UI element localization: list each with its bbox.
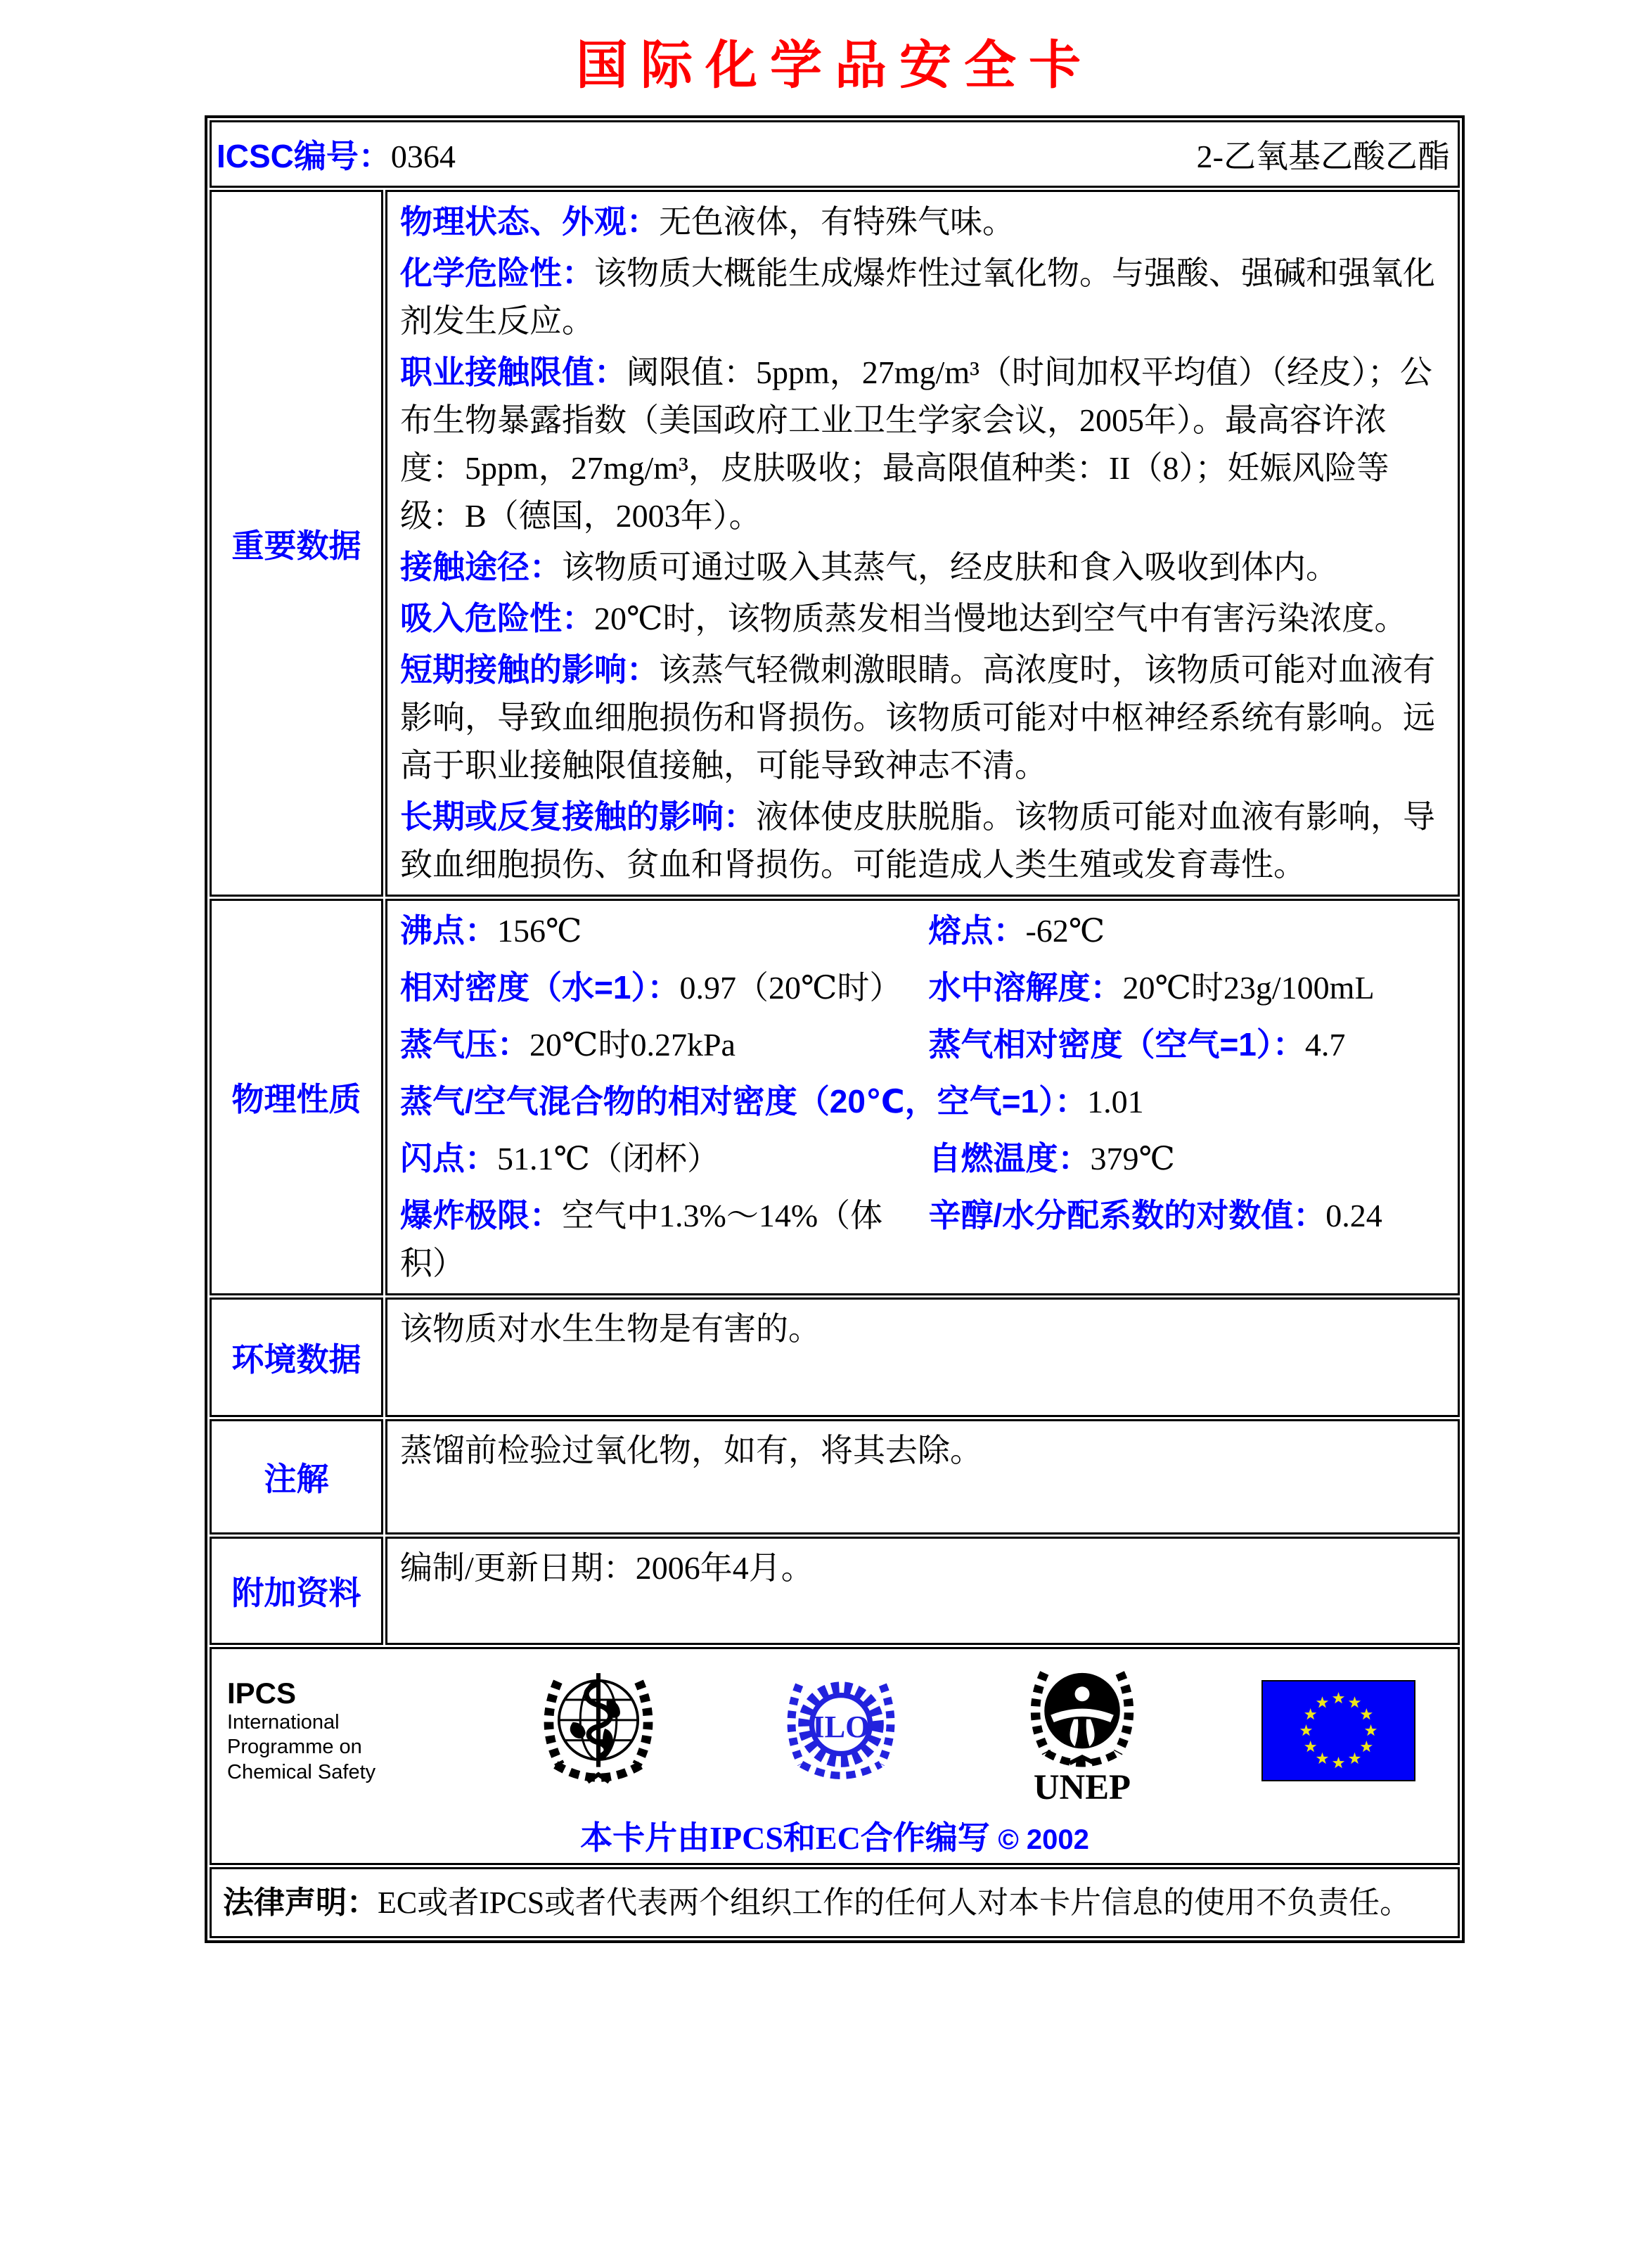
important-item-inhalation-risk xyxy=(400,594,1446,643)
icsc-card-table xyxy=(205,115,1465,1943)
item-key: 长期或反复接触的影响： xyxy=(400,798,756,835)
item-key: 接触途径： xyxy=(400,549,562,585)
phys-value: 51.1℃（闭杯） xyxy=(497,1141,719,1177)
environment-text: 该物质对水生生物是有害的。 xyxy=(400,1311,821,1347)
environment-row xyxy=(210,1298,1460,1417)
legal-label: 法律声明： xyxy=(223,1885,378,1920)
item-value: 无色液体，有特殊气味。 xyxy=(659,204,1015,240)
phys-value: -62℃ xyxy=(1025,913,1105,949)
phys-label: 蒸气压： xyxy=(400,1026,529,1063)
phys-value: 空气中1.3%～14%（体积） xyxy=(400,1198,883,1281)
phys-value: 379℃ xyxy=(1090,1141,1175,1177)
phys-label: 蒸气相对密度（空气=1）： xyxy=(928,1026,1305,1063)
card-header-cell xyxy=(210,120,1460,188)
phys-vapor-air-mixture-density xyxy=(400,1077,1446,1126)
phys-label: 蒸气/空气混合物的相对密度（20℃，空气=1）： xyxy=(400,1083,1088,1120)
item-value: 20℃时，该物质蒸发相当慢地达到空气中有害污染浓度。 xyxy=(594,601,1407,636)
ipcs-text-block xyxy=(227,1677,418,1785)
important-content-cell xyxy=(385,190,1460,897)
item-value: 该蒸气轻微刺激眼睛。高浓度时，该物质可能对血液有影响，导致血细胞损伤和肾损伤。该物质可能对中枢神经系统有影响。远高于职业接触限值接触，可能导致神志不清。 xyxy=(400,652,1435,783)
section-label-important: 重要数据 xyxy=(231,527,361,564)
legal-text: EC或者IPCS或者代表两个组织工作的任何人对本卡片信息的使用不负责任。 xyxy=(378,1885,1411,1920)
phys-label: 熔点： xyxy=(928,912,1026,949)
phys-value: 4.7 xyxy=(1304,1027,1346,1063)
item-value: 阈限值：5ppm，27mg/m³（时间加权平均值）（经皮）；公布生物暴露指数（美国政府工业卫生学家会议，2005年）。最高容许浓度：5ppm，27mg/m³，皮肤吸收；最高限值种类：II（8）；妊娠风险等级：B（德国，2003年）。 xyxy=(400,354,1432,534)
ipcs-subtitle-line: Chemical Safety xyxy=(227,1760,376,1783)
important-item-physical-state xyxy=(400,198,1446,246)
physical-properties-row xyxy=(210,899,1460,1295)
phys-value: 20℃时23g/100mL xyxy=(1122,970,1375,1006)
important-item-exposure-routes xyxy=(400,543,1446,591)
phys-label: 爆炸极限： xyxy=(400,1197,562,1234)
phys-vapor-pressure xyxy=(400,1020,928,1069)
logo-strip xyxy=(219,1653,1451,1805)
notes-content-cell xyxy=(385,1419,1460,1535)
phys-label: 沸点： xyxy=(400,912,497,949)
important-item-short-term xyxy=(400,646,1446,790)
credit-year: © 2002 xyxy=(998,1824,1089,1855)
item-key: 短期接触的影响： xyxy=(400,651,659,688)
icsc-number-value: 0364 xyxy=(390,139,456,174)
who-logo-icon xyxy=(534,1667,662,1795)
phys-value: 1.01 xyxy=(1087,1084,1144,1120)
item-value: 该物质可通过吸入其蒸气，经皮肤和食入吸收到体内。 xyxy=(562,549,1338,585)
card-header-row xyxy=(210,120,1460,188)
phys-flash-point xyxy=(400,1134,928,1183)
environment-label-cell xyxy=(210,1298,383,1417)
phys-value: 0.24 xyxy=(1325,1198,1382,1234)
ipcs-subtitle-line: Programme on xyxy=(227,1736,362,1759)
item-value: 该物质大概能生成爆炸性过氧化物。与强酸、强碱和强氧化剂发生反应。 xyxy=(400,255,1435,339)
phys-row xyxy=(400,1134,1446,1183)
logos-row xyxy=(210,1647,1460,1865)
phys-label: 自燃温度： xyxy=(928,1140,1091,1177)
phys-label: 水中溶解度： xyxy=(928,969,1123,1006)
ipcs-subtitle-line: International xyxy=(227,1711,340,1734)
phys-vapor-density xyxy=(928,1020,1446,1069)
legal-row xyxy=(210,1867,1460,1938)
notes-row xyxy=(210,1419,1460,1535)
credit-line xyxy=(219,1812,1451,1859)
legal-cell xyxy=(210,1867,1460,1938)
physical-content-cell xyxy=(385,899,1460,1295)
phys-value: 20℃时0.27kPa xyxy=(529,1027,736,1063)
item-key: 吸入危险性： xyxy=(400,600,594,636)
item-value: 液体使皮肤脱脂。该物质可能对血液有影响，导致血细胞损伤、贫血和肾损伤。可能造成人类生殖或发育毒性。 xyxy=(400,799,1435,883)
icsc-number xyxy=(217,131,456,177)
important-label-cell xyxy=(210,190,383,897)
unep-logo-text: UNEP xyxy=(1034,1767,1131,1805)
important-data-row xyxy=(210,190,1460,897)
phys-value: 0.97（20℃时） xyxy=(679,970,902,1006)
phys-value: 156℃ xyxy=(497,913,582,949)
phys-boiling-point xyxy=(400,906,928,955)
phys-octanol-water xyxy=(928,1191,1446,1288)
credit-text: 本卡片由IPCS和EC合作编写 xyxy=(580,1820,990,1856)
phys-row xyxy=(400,906,1446,955)
unep-logo-icon xyxy=(1019,1656,1145,1805)
item-key: 职业接触限值： xyxy=(400,354,627,390)
item-key: 化学危险性： xyxy=(400,255,594,291)
important-item-long-term xyxy=(400,793,1446,889)
phys-autoignition-temp xyxy=(928,1134,1446,1183)
physical-label-cell xyxy=(210,899,383,1295)
phys-row xyxy=(400,1077,1446,1126)
chemical-name: 2-乙氧基乙酸乙酯 xyxy=(1196,139,1450,174)
card-header xyxy=(212,123,1457,185)
environment-content-cell xyxy=(385,1298,1460,1417)
ilo-logo-text: ILO xyxy=(811,1708,870,1744)
icsc-number-label: ICSC编号： xyxy=(217,138,391,174)
ipcs-title: IPCS xyxy=(227,1676,297,1710)
page-title: 国际化学品安全卡 xyxy=(576,37,1093,95)
additional-info-row xyxy=(210,1537,1460,1645)
section-label-physical: 物理性质 xyxy=(231,1081,361,1117)
notes-label-cell xyxy=(210,1419,383,1535)
additional-content-cell xyxy=(385,1537,1460,1645)
logos-cell xyxy=(210,1647,1460,1865)
section-label-additional: 附加资料 xyxy=(231,1575,361,1611)
phys-label: 相对密度（水=1）： xyxy=(400,969,680,1006)
phys-label: 闪点： xyxy=(400,1140,497,1177)
phys-row xyxy=(400,963,1446,1012)
important-item-occupational-limits xyxy=(400,348,1446,540)
ilo-logo-icon xyxy=(778,1668,904,1793)
notes-text: 蒸馏前检验过氧化物，如有，将其去除。 xyxy=(400,1433,982,1468)
phys-relative-density xyxy=(400,963,928,1012)
section-label-notes: 注解 xyxy=(264,1461,329,1497)
phys-row xyxy=(400,1020,1446,1069)
phys-row xyxy=(400,1191,1446,1288)
eu-flag-icon xyxy=(1261,1680,1415,1781)
phys-melting-point xyxy=(928,906,1446,955)
section-label-environment: 环境数据 xyxy=(231,1341,361,1378)
additional-label-cell xyxy=(210,1537,383,1645)
additional-text: 编制/更新日期：2006年4月。 xyxy=(400,1550,814,1586)
important-item-chemical-danger xyxy=(400,249,1446,345)
phys-water-solubility xyxy=(928,963,1446,1012)
phys-label: 辛醇/水分配系数的对数值： xyxy=(928,1197,1326,1234)
phys-explosive-limits xyxy=(400,1191,928,1288)
item-key: 物理状态、外观： xyxy=(400,203,659,240)
